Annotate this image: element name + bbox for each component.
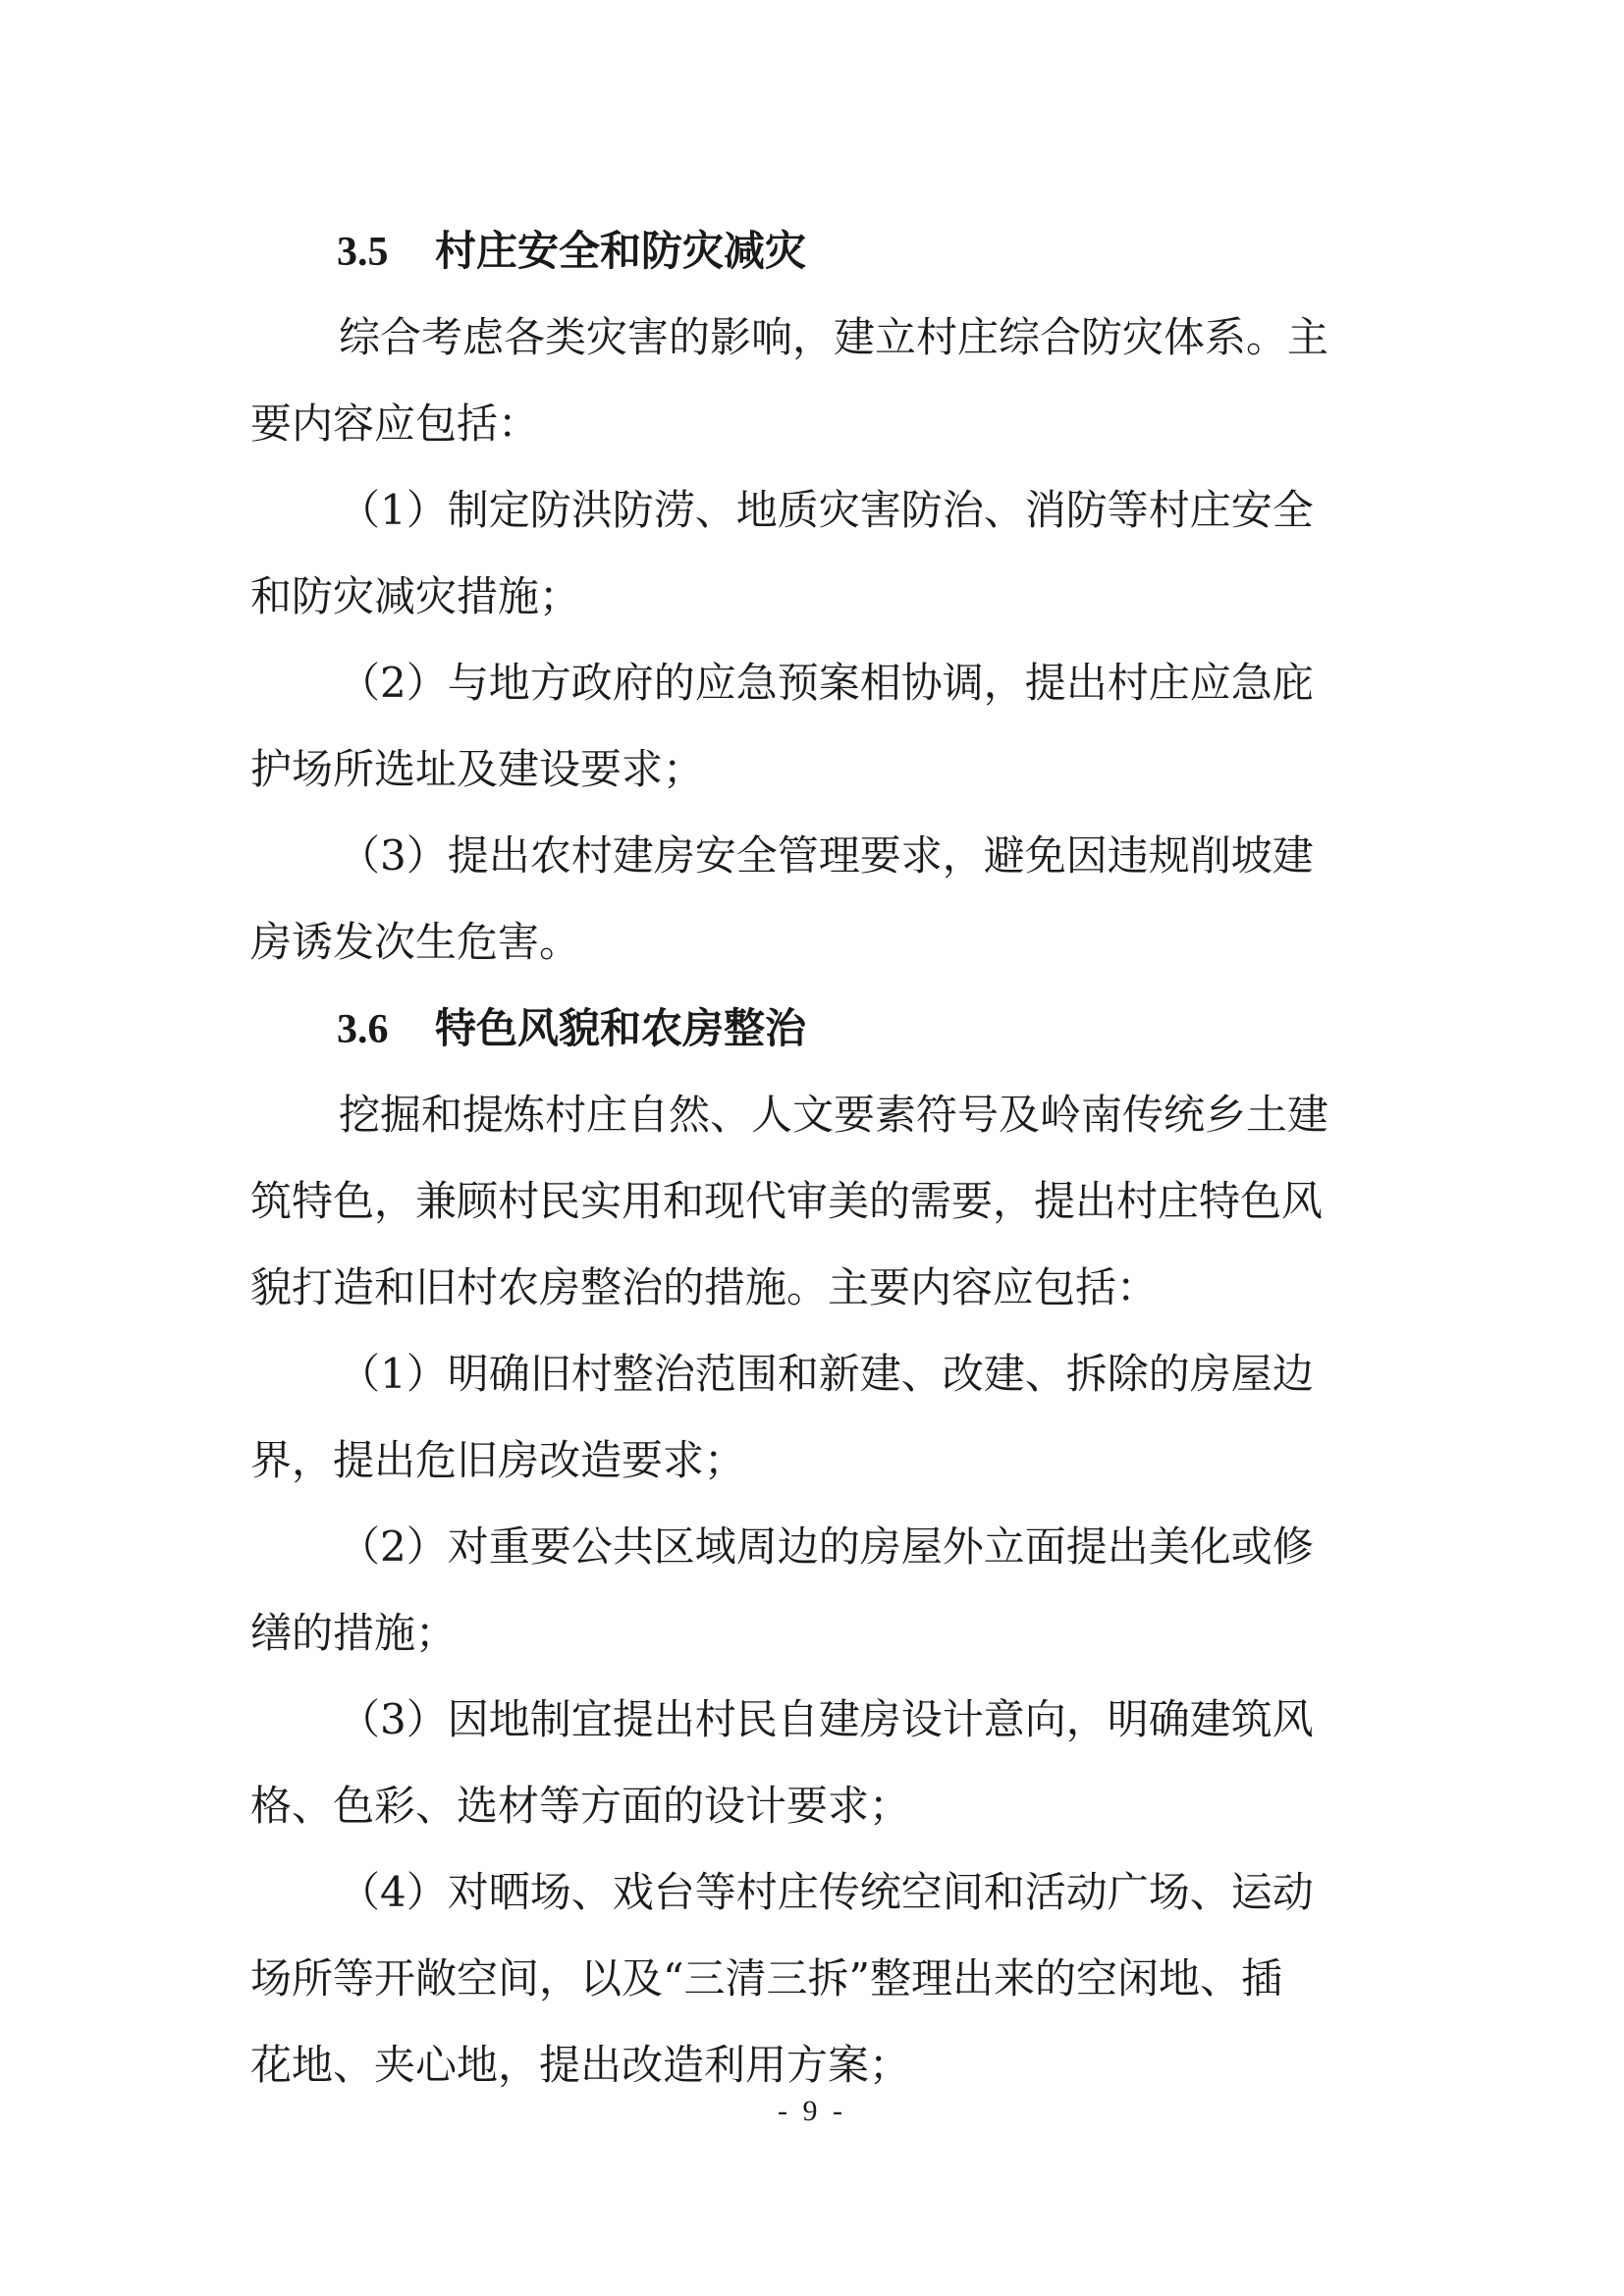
section-title: 特色风貌和农房整治: [435, 1004, 807, 1052]
section-number: 3.5: [337, 230, 389, 275]
paragraph-line: 界，提出危旧房改造要求；: [250, 1436, 746, 1484]
section-heading-3-5: [0, 222, 1624, 281]
paragraph-line: 场所等开敞空间，以及“三清三拆”整理出来的空闲地、插: [250, 1954, 1282, 2002]
section-title: 村庄安全和防灾减灾: [435, 227, 807, 275]
paragraph-line: （4）对晒场、戏台等村庄传统空间和活动广场、运动: [339, 1868, 1314, 1916]
page-number: - 9 -: [778, 2095, 846, 2127]
paragraph-line: 格、色彩、选材等方面的设计要求；: [250, 1782, 911, 1830]
paragraph-line: 房诱发次生危害。: [250, 918, 581, 966]
paragraph-line: 筑特色，兼顾村民实用和现代审美的需要，提出村庄特色风: [250, 1177, 1324, 1225]
paragraph-line: （1）明确旧村整治范围和新建、改建、拆除的房屋边: [339, 1350, 1314, 1398]
paragraph-line: 花地、夹心地，提出改造利用方案；: [250, 2041, 911, 2089]
paragraph-line: （2）对重要公共区域周边的房屋外立面提出美化或修: [339, 1522, 1314, 1571]
paragraph-line: （2）与地方政府的应急预案相协调，提出村庄应急庇: [339, 659, 1314, 707]
paragraph-line: 要内容应包括：: [250, 400, 540, 448]
paragraph-line: 护场所选址及建设要求；: [250, 745, 705, 793]
paragraph-line: 挖掘和提炼村庄自然、人文要素符号及岭南传统乡土建: [339, 1091, 1329, 1139]
paragraph-line: （3）提出农村建房安全管理要求，避免因违规削坡建: [339, 831, 1314, 880]
paragraph-line: （1）制定防洪防涝、地质灾害防治、消防等村庄安全: [339, 486, 1314, 534]
section-number: 3.6: [337, 1007, 389, 1052]
section-heading-3-6: [0, 999, 1624, 1058]
paragraph-line: 和防灾减灾措施；: [250, 572, 581, 620]
paragraph-line: （3）因地制宜提出村民自建房设计意向，明确建筑风: [339, 1695, 1314, 1743]
paragraph-line: 貌打造和旧村农房整治的措施。主要内容应包括：: [250, 1263, 1159, 1311]
paragraph-line: 缮的措施；: [250, 1609, 458, 1657]
paragraph-line: 综合考虑各类灾害的影响，建立村庄综合防灾体系。主: [339, 313, 1329, 361]
